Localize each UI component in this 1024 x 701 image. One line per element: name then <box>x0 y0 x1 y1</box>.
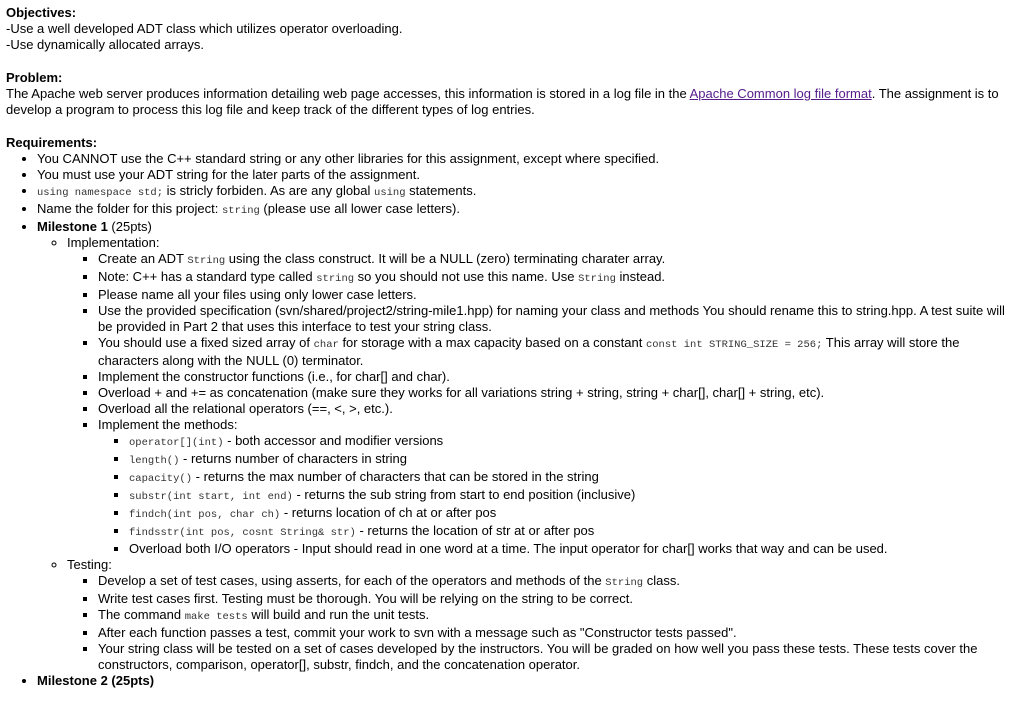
list-item: ▪ Create an ADT String using the class construct. It will be a NULL (zero) terminating charater array. <box>98 251 1022 269</box>
list-item: • You CANNOT use the C++ standard string or any other libraries for this assignment, except where specified. <box>37 151 1022 167</box>
list-item: ▪ findch(int pos, char ch) - returns location of ch at or after pos <box>129 505 1022 523</box>
milestone-1-title: Milestone 1 <box>37 219 108 234</box>
inline-code: String <box>187 255 226 267</box>
list-item: ▪ Develop a set of test cases, using asserts, for each of the operators and methods of the String class. <box>98 573 1022 591</box>
list-item: ▪ After each function passes a test, commit your work to svn with a message such as "Constructor tests passed". <box>98 625 1022 641</box>
objectives-heading: Objectives: <box>6 5 77 20</box>
problem-text-after: . The assignment is to develop a program to process this log file and keep track of the different types of log entries. <box>6 86 999 117</box>
inline-code: string <box>316 273 355 285</box>
implementation-item <box>67 235 1022 557</box>
apache-log-format-link[interactable]: Apache Common log file format <box>689 86 872 101</box>
inline-code: String <box>605 577 644 589</box>
list-item: ▪ length() - returns number of characters in string <box>129 451 1022 469</box>
inline-code: const int STRING_SIZE = 256; <box>645 339 823 351</box>
requirements-list <box>6 151 1022 689</box>
inline-code: operator[](int) <box>129 437 224 449</box>
inline-code: using <box>374 187 406 199</box>
inline-code: findch(int pos, char ch) <box>129 509 281 521</box>
list-item: ▪ Use the provided specification (svn/shared/project2/string-mile1.hpp) for naming your class and methods You should rename this to string.hpp. A test suite will be provided in Part 2 that uses this interface to test your string class. <box>98 303 1022 335</box>
list-item: ▪ Overload + and += as concatenation (make sure they works for all variations string + string, string + char[], char[] + string, etc). <box>98 385 1022 401</box>
list-item: ▪ The command make tests will build and run the unit tests. <box>98 607 1022 625</box>
objective-line: -Use dynamically allocated arrays. <box>6 37 204 52</box>
list-item: ▪ Overload all the relational operators (==, <, >, etc.). <box>98 401 1022 417</box>
list-item: ▪ operator[](int) - both accessor and modifier versions <box>129 433 1022 451</box>
requirements-section <box>6 134 1022 689</box>
list-item: ▪ Please name all your files using only lower case letters. <box>98 287 1022 303</box>
methods-item: ▪ Implement the methods: ▪ operator[](int) - both accessor and modifier versions ▪ length() - returns number of characters in string ▪ capacity() - returns the max number of characters that can be stored in the string ▪ substr(int start, int end) - returns the sub string from start to end position (inclusive) ▪ findch(int pos, char ch) - returns location of ch at or after pos ▪ findsstr(int pos, cosnt String& str) - returns the location of str at or after pos ▪ Overload both I/O operators - Input should read in one word at a time. The input operator for char[] works that way and can be used. <box>98 417 1022 557</box>
milestone-1-item <box>37 219 1022 673</box>
list-item: • You must use your ADT string for the later parts of the assignment. <box>37 167 1022 183</box>
implementation-list <box>67 251 1022 557</box>
inline-code: length() <box>129 455 180 467</box>
milestone-1-points: (25pts) <box>107 219 152 234</box>
list-item: ▪ Note: C++ has a standard type called string so you should not use this name. Use String instead. <box>98 269 1022 287</box>
methods-list <box>98 433 1022 557</box>
inline-code: substr(int start, int end) <box>129 491 293 503</box>
milestone-1-sublist <box>37 235 1022 673</box>
list-item: ▪ substr(int start, int end) - returns the sub string from start to end position (inclusive) <box>129 487 1022 505</box>
milestone-2-item <box>37 673 1022 689</box>
problem-text-before: The Apache web server produces information detailing web page accesses, this information is stored in a log file in the <box>6 86 690 101</box>
objective-line: -Use a well developed ADT class which utilizes operator overloading. <box>6 21 403 36</box>
milestone-2-title: Milestone 2 (25pts) <box>37 673 155 688</box>
inline-code: char <box>313 339 339 351</box>
list-item: • using namespace std; is stricly forbiden. As are any global using statements. <box>37 183 1022 201</box>
list-item: ▪ You should use a fixed sized array of char for storage with a max capacity based on a constant const int STRING_SIZE = 256; This array will store the characters along with the NULL (0) terminator. <box>98 335 1022 369</box>
inline-code: make tests <box>184 611 248 623</box>
problem-section <box>6 69 1022 118</box>
requirements-heading: Requirements: <box>6 135 98 150</box>
inline-code: String <box>578 273 616 285</box>
problem-heading: Problem: <box>6 70 63 85</box>
list-item: ▪ Your string class will be tested on a set of cases developed by the instructors. You will be graded on how well you pass these tests. These tests cover the constructors, comparison, operator[], substr, findch, and the concatenation operator. <box>98 641 1022 673</box>
inline-code: string <box>221 205 260 217</box>
inline-code: findsstr(int pos, cosnt String& str) <box>129 527 356 539</box>
list-item: ▪ Write test cases first. Testing must be thorough. You will be relying on the string to be correct. <box>98 591 1022 607</box>
list-item: ▪ Implement the constructor functions (i.e., for char[] and char). <box>98 369 1022 385</box>
testing-label: Testing: <box>67 557 112 572</box>
list-item: ▪ capacity() - returns the max number of characters that can be stored in the string <box>129 469 1022 487</box>
objectives-section <box>6 4 1022 53</box>
list-item: ▪ findsstr(int pos, cosnt String& str) - returns the location of str at or after pos <box>129 523 1022 541</box>
implementation-label: Implementation: <box>67 235 160 250</box>
list-item: • Name the folder for this project: string (please use all lower case letters). <box>37 201 1022 219</box>
problem-text <box>6 86 1022 118</box>
inline-code: using namespace std; <box>37 187 164 199</box>
inline-code: capacity() <box>129 473 193 485</box>
testing-list <box>67 573 1022 673</box>
list-item: ▪ Overload both I/O operators - Input should read in one word at a time. The input operator for char[] works that way and can be used. <box>129 541 1022 557</box>
testing-item <box>67 557 1022 673</box>
